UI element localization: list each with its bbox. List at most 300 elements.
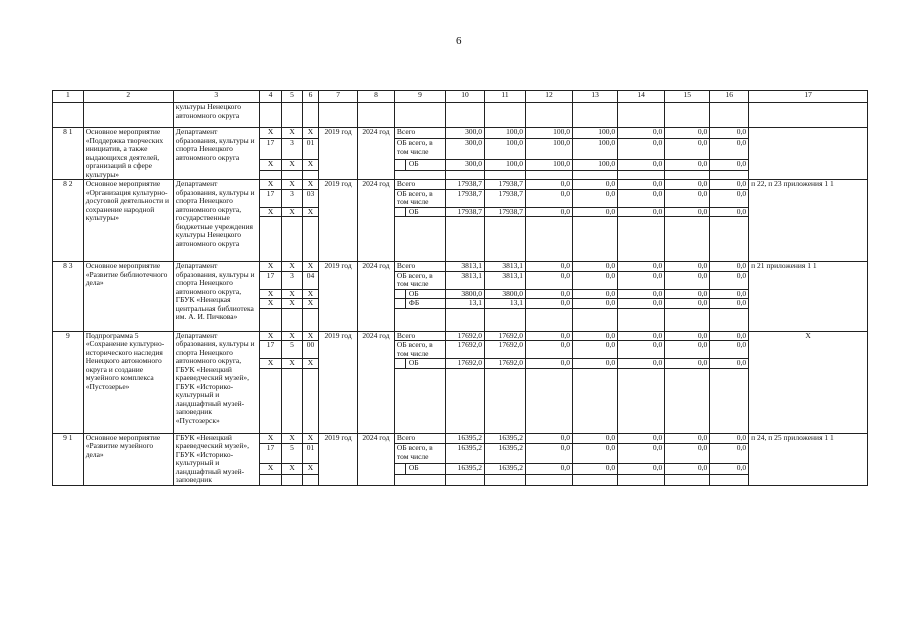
empty-cell (358, 103, 395, 128)
empty-cell (282, 474, 302, 485)
amount-cell: 0,0 (665, 289, 710, 299)
amount-cell: 0,0 (573, 463, 618, 474)
budget-table (52, 90, 868, 486)
code-cell: 3 (282, 271, 302, 289)
amount-cell: 0,0 (618, 180, 665, 190)
amount-cell: 0,0 (710, 271, 749, 289)
start-year: 2019 год (319, 331, 358, 433)
amount-cell: 0,0 (618, 331, 665, 341)
note-cell (749, 128, 868, 180)
amount-cell: 0,0 (710, 262, 749, 272)
column-header: 6 (302, 91, 318, 103)
code-cell: X (282, 128, 302, 139)
empty-cell (573, 308, 618, 331)
end-year: 2024 год (358, 180, 395, 262)
amount-cell: 0,0 (710, 341, 749, 359)
amount-cell: 100,0 (573, 128, 618, 139)
amount-cell: 0,0 (618, 139, 665, 160)
amount-cell: 0,0 (665, 331, 710, 341)
empty-cell (665, 103, 710, 128)
amount-cell: 0,0 (665, 341, 710, 359)
empty-cell (394, 368, 445, 433)
amount-cell: 13,1 (485, 299, 526, 309)
column-header: 1 (53, 91, 84, 103)
code-cell: X (259, 289, 282, 299)
amount-cell: 0,0 (573, 444, 618, 464)
amount-cell: 0,0 (525, 189, 572, 207)
column-header: 9 (394, 91, 445, 103)
amount-cell: 0,0 (665, 433, 710, 444)
amount-cell: 0,0 (618, 289, 665, 299)
amount-cell: 17938,7 (485, 207, 526, 217)
empty-cell (446, 474, 485, 485)
code-cell: 5 (282, 444, 302, 464)
code-cell: X (259, 128, 282, 139)
amount-cell: 17692,0 (485, 331, 526, 341)
code-cell: X (302, 359, 318, 369)
column-header: 4 (259, 91, 282, 103)
amount-cell: 0,0 (618, 128, 665, 139)
row-number: 9 (53, 331, 84, 433)
code-cell: 01 (302, 139, 318, 160)
empty-cell (485, 217, 526, 262)
amount-cell: 0,0 (710, 189, 749, 207)
empty-cell (618, 217, 665, 262)
amount-cell: 0,0 (618, 359, 665, 369)
empty-cell (446, 368, 485, 433)
amount-cell: 0,0 (618, 159, 665, 170)
empty-cell (525, 308, 572, 331)
amount-cell: 0,0 (618, 299, 665, 309)
amount-cell: 0,0 (525, 271, 572, 289)
start-year: 2019 год (319, 262, 358, 332)
empty-cell (618, 368, 665, 433)
funding-source: ОБ (394, 463, 445, 474)
funding-source: ОБ всего, в том числе (394, 444, 445, 464)
column-header: 14 (618, 91, 665, 103)
funding-source: ОБ всего, в том числе (394, 341, 445, 359)
amount-cell: 3813,1 (485, 262, 526, 272)
amount-cell: 0,0 (573, 262, 618, 272)
amount-cell: 0,0 (573, 433, 618, 444)
executor-cell: Департамент образования, культуры и спорта Ненецкого автономного округа, государственные бюджетные учреждения культуры Ненецкого автономного округа (173, 180, 259, 262)
measure-name: Основное мероприятие «Развитие библиотечного дела» (83, 262, 173, 332)
code-cell: X (282, 331, 302, 341)
amount-cell: 0,0 (525, 289, 572, 299)
amount-cell: 0,0 (525, 262, 572, 272)
amount-cell: 100,0 (525, 159, 572, 170)
empty-cell (394, 171, 445, 180)
code-cell: X (302, 207, 318, 217)
start-year: 2019 год (319, 433, 358, 485)
column-header: 15 (665, 91, 710, 103)
empty-cell (525, 217, 572, 262)
column-header: 8 (358, 91, 395, 103)
amount-cell: 300,0 (446, 159, 485, 170)
amount-cell: 0,0 (525, 207, 572, 217)
amount-cell: 0,0 (525, 180, 572, 190)
start-year: 2019 год (319, 128, 358, 180)
table-row (53, 331, 868, 341)
empty-cell (319, 103, 358, 128)
code-cell: X (282, 463, 302, 474)
row-number: 8 2 (53, 180, 84, 262)
code-cell: X (259, 331, 282, 341)
empty-cell (710, 103, 749, 128)
amount-cell: 100,0 (525, 139, 572, 160)
empty-cell (485, 474, 526, 485)
empty-cell (282, 103, 302, 128)
amount-cell: 0,0 (710, 180, 749, 190)
amount-cell: 0,0 (710, 139, 749, 160)
code-cell: 17 (259, 444, 282, 464)
column-header: 2 (83, 91, 173, 103)
empty-cell (259, 103, 282, 128)
column-header: 12 (525, 91, 572, 103)
row-number: 8 3 (53, 262, 84, 332)
code-cell: X (302, 262, 318, 272)
amount-cell: 0,0 (618, 262, 665, 272)
code-cell: X (302, 289, 318, 299)
empty-cell (749, 103, 868, 128)
amount-cell: 100,0 (573, 159, 618, 170)
header-row (53, 91, 868, 103)
code-cell: X (302, 180, 318, 190)
code-cell: X (282, 180, 302, 190)
amount-cell: 17938,7 (446, 189, 485, 207)
empty-cell (394, 308, 445, 331)
empty-cell (618, 171, 665, 180)
end-year: 2024 год (358, 128, 395, 180)
amount-cell: 0,0 (665, 271, 710, 289)
empty-cell (282, 368, 302, 433)
code-cell: 04 (302, 271, 318, 289)
amount-cell: 0,0 (710, 289, 749, 299)
amount-cell: 100,0 (485, 159, 526, 170)
amount-cell: 0,0 (573, 359, 618, 369)
amount-cell: 100,0 (525, 128, 572, 139)
code-cell: X (302, 299, 318, 309)
measure-name: Основное мероприятие «Поддержка творческих инициатив, а также выдающихся деятелей, организаций в сфере культуры» (83, 128, 173, 180)
empty-cell (525, 474, 572, 485)
empty-cell (302, 103, 318, 128)
amount-cell: 0,0 (665, 299, 710, 309)
empty-cell (302, 368, 318, 433)
amount-cell: 0,0 (525, 463, 572, 474)
amount-cell: 0,0 (618, 271, 665, 289)
column-header: 3 (173, 91, 259, 103)
empty-cell (710, 171, 749, 180)
funding-source: ОБ (394, 359, 445, 369)
table-row (53, 262, 868, 272)
amount-cell: 0,0 (665, 159, 710, 170)
code-cell: X (282, 299, 302, 309)
executor-cell: Департамент образования, культуры и спорта Ненецкого автономного округа (173, 128, 259, 180)
code-cell: X (302, 331, 318, 341)
empty-cell (302, 217, 318, 262)
empty-cell (525, 171, 572, 180)
note-cell: п 24, п 25 приложения 1 1 (749, 433, 868, 485)
amount-cell: 3800,0 (485, 289, 526, 299)
empty-cell (573, 171, 618, 180)
code-cell: 17 (259, 271, 282, 289)
end-year: 2024 год (358, 262, 395, 332)
amount-cell: 0,0 (710, 433, 749, 444)
amount-cell: 3813,1 (485, 271, 526, 289)
funding-source: ОБ (394, 159, 445, 170)
code-cell: X (259, 463, 282, 474)
amount-cell: 0,0 (665, 463, 710, 474)
amount-cell: 0,0 (710, 128, 749, 139)
code-cell: X (259, 180, 282, 190)
funding-source: ОБ всего, в том числе (394, 189, 445, 207)
empty-cell (665, 171, 710, 180)
empty-cell (446, 308, 485, 331)
empty-cell (525, 368, 572, 433)
code-cell: X (259, 299, 282, 309)
empty-cell (618, 103, 665, 128)
amount-cell: 0,0 (665, 444, 710, 464)
funding-source: Всего (394, 128, 445, 139)
empty-cell (259, 171, 282, 180)
empty-cell (259, 217, 282, 262)
amount-cell: 0,0 (710, 207, 749, 217)
code-cell: 3 (282, 189, 302, 207)
amount-cell: 0,0 (573, 180, 618, 190)
empty-cell (394, 217, 445, 262)
funding-source: ОБ всего, в том числе (394, 271, 445, 289)
start-year: 2019 год (319, 180, 358, 262)
page-number: 6 (456, 35, 462, 47)
code-cell: X (259, 207, 282, 217)
code-cell: X (259, 159, 282, 170)
amount-cell: 0,0 (573, 289, 618, 299)
empty-cell (573, 103, 618, 128)
funding-source: Всего (394, 433, 445, 444)
code-cell: X (282, 207, 302, 217)
amount-cell: 0,0 (573, 331, 618, 341)
amount-cell: 300,0 (446, 128, 485, 139)
column-header: 5 (282, 91, 302, 103)
funding-source: Всего (394, 262, 445, 272)
amount-cell: 100,0 (573, 139, 618, 160)
executor-cell: культуры Ненецкого автономного округа (173, 103, 259, 128)
code-cell: 17 (259, 341, 282, 359)
amount-cell: 0,0 (618, 207, 665, 217)
amount-cell: 17692,0 (446, 341, 485, 359)
code-cell: X (302, 159, 318, 170)
empty-cell (665, 217, 710, 262)
note-cell: п 22, п 23 приложения 1 1 (749, 180, 868, 262)
empty-cell (302, 308, 318, 331)
empty-cell (259, 368, 282, 433)
empty-cell (665, 368, 710, 433)
code-cell: 5 (282, 341, 302, 359)
empty-cell (573, 368, 618, 433)
funding-source: Всего (394, 331, 445, 341)
amount-cell: 0,0 (573, 341, 618, 359)
column-header: 7 (319, 91, 358, 103)
amount-cell: 0,0 (618, 463, 665, 474)
amount-cell: 0,0 (573, 189, 618, 207)
empty-cell (302, 171, 318, 180)
amount-cell: 0,0 (710, 359, 749, 369)
table-row (53, 128, 868, 139)
empty-cell (665, 474, 710, 485)
empty-cell (710, 308, 749, 331)
row-number: 8 1 (53, 128, 84, 180)
amount-cell: 0,0 (618, 444, 665, 464)
amount-cell: 0,0 (665, 180, 710, 190)
amount-cell: 17938,7 (446, 207, 485, 217)
empty-cell (446, 171, 485, 180)
amount-cell: 16395,2 (446, 444, 485, 464)
code-cell: 3 (282, 139, 302, 160)
amount-cell: 0,0 (618, 341, 665, 359)
empty-cell (446, 103, 485, 128)
end-year: 2024 год (358, 331, 395, 433)
executor-cell: Департамент образования, культуры и спорта Ненецкого автономного округа, ГБУК «Ненецкий краеведческий музей», ГБУК «Историко-культурный и ландшафтный музей-заповедник «Пустозерск» (173, 331, 259, 433)
amount-cell: 0,0 (665, 128, 710, 139)
funding-source: ФБ (394, 299, 445, 309)
empty-cell (259, 308, 282, 331)
table-row (53, 180, 868, 190)
measure-name: Основное мероприятие «Организация культурно-досуговой деятельности и сохранение народной культуры» (83, 180, 173, 262)
amount-cell: 3813,1 (446, 271, 485, 289)
code-cell: X (302, 128, 318, 139)
column-header: 17 (749, 91, 868, 103)
amount-cell: 17938,7 (485, 189, 526, 207)
code-cell: X (302, 463, 318, 474)
amount-cell: 0,0 (710, 463, 749, 474)
empty-cell (282, 171, 302, 180)
empty-cell (83, 103, 173, 128)
code-cell: X (259, 262, 282, 272)
empty-cell (710, 368, 749, 433)
executor-cell: ГБУК «Ненецкий краеведческий музей», ГБУК «Историко-культурный и ландшафтный музей-заповедник (173, 433, 259, 485)
code-cell: X (259, 433, 282, 444)
funding-source: ОБ всего, в том числе (394, 139, 445, 160)
empty-cell (485, 308, 526, 331)
empty-cell (618, 474, 665, 485)
empty-cell (394, 474, 445, 485)
table-row (53, 433, 868, 444)
executor-cell: Департамент образования, культуры и спорта Ненецкого автономного округа, ГБУК «Ненецкая центральная библиотека им. А. И. Пичкова» (173, 262, 259, 332)
empty-cell (665, 308, 710, 331)
empty-cell (525, 103, 572, 128)
code-cell: 00 (302, 341, 318, 359)
amount-cell: 17938,7 (446, 180, 485, 190)
code-cell: 01 (302, 444, 318, 464)
note-cell: X (749, 331, 868, 433)
column-header: 13 (573, 91, 618, 103)
amount-cell: 17692,0 (485, 359, 526, 369)
continuation-row (53, 103, 868, 128)
amount-cell: 0,0 (665, 139, 710, 160)
empty-cell (446, 217, 485, 262)
amount-cell: 17692,0 (446, 359, 485, 369)
column-header: 16 (710, 91, 749, 103)
amount-cell: 13,1 (446, 299, 485, 309)
amount-cell: 100,0 (485, 128, 526, 139)
empty-cell (485, 171, 526, 180)
empty-cell (573, 217, 618, 262)
code-cell: X (259, 359, 282, 369)
amount-cell: 17938,7 (485, 180, 526, 190)
empty-cell (302, 474, 318, 485)
amount-cell: 0,0 (710, 444, 749, 464)
amount-cell: 0,0 (618, 433, 665, 444)
empty-cell (259, 474, 282, 485)
code-cell: X (282, 159, 302, 170)
amount-cell: 0,0 (710, 159, 749, 170)
note-cell: п 21 приложения 1 1 (749, 262, 868, 332)
amount-cell: 0,0 (665, 189, 710, 207)
code-cell: X (282, 289, 302, 299)
amount-cell: 0,0 (665, 207, 710, 217)
empty-cell (282, 308, 302, 331)
amount-cell: 0,0 (573, 207, 618, 217)
empty-cell (53, 103, 84, 128)
amount-cell: 0,0 (525, 299, 572, 309)
code-cell: 17 (259, 189, 282, 207)
funding-source: Всего (394, 180, 445, 190)
column-header: 10 (446, 91, 485, 103)
funding-source: ОБ (394, 207, 445, 217)
code-cell: 17 (259, 139, 282, 160)
empty-cell (485, 103, 526, 128)
amount-cell: 0,0 (525, 444, 572, 464)
code-cell: 03 (302, 189, 318, 207)
amount-cell: 16395,2 (485, 463, 526, 474)
amount-cell: 0,0 (525, 341, 572, 359)
empty-cell (573, 474, 618, 485)
amount-cell: 0,0 (573, 299, 618, 309)
amount-cell: 0,0 (525, 331, 572, 341)
amount-cell: 17692,0 (446, 331, 485, 341)
amount-cell: 3813,1 (446, 262, 485, 272)
amount-cell: 0,0 (573, 271, 618, 289)
amount-cell: 100,0 (485, 139, 526, 160)
row-number: 9 1 (53, 433, 84, 485)
column-header: 11 (485, 91, 526, 103)
amount-cell: 0,0 (525, 433, 572, 444)
empty-cell (282, 217, 302, 262)
amount-cell: 0,0 (618, 189, 665, 207)
code-cell: X (282, 262, 302, 272)
empty-cell (485, 368, 526, 433)
amount-cell: 0,0 (710, 299, 749, 309)
empty-cell (710, 217, 749, 262)
amount-cell: 16395,2 (485, 444, 526, 464)
code-cell: X (282, 359, 302, 369)
amount-cell: 0,0 (710, 331, 749, 341)
empty-cell (394, 103, 445, 128)
code-cell: X (282, 433, 302, 444)
amount-cell: 300,0 (446, 139, 485, 160)
amount-cell: 17692,0 (485, 341, 526, 359)
amount-cell: 3800,0 (446, 289, 485, 299)
code-cell: X (302, 433, 318, 444)
amount-cell: 16395,2 (446, 433, 485, 444)
measure-name: Основное мероприятие «Развитие музейного дела» (83, 433, 173, 485)
amount-cell: 16395,2 (485, 433, 526, 444)
empty-cell (618, 308, 665, 331)
end-year: 2024 год (358, 433, 395, 485)
amount-cell: 0,0 (525, 359, 572, 369)
amount-cell: 16395,2 (446, 463, 485, 474)
amount-cell: 0,0 (665, 262, 710, 272)
